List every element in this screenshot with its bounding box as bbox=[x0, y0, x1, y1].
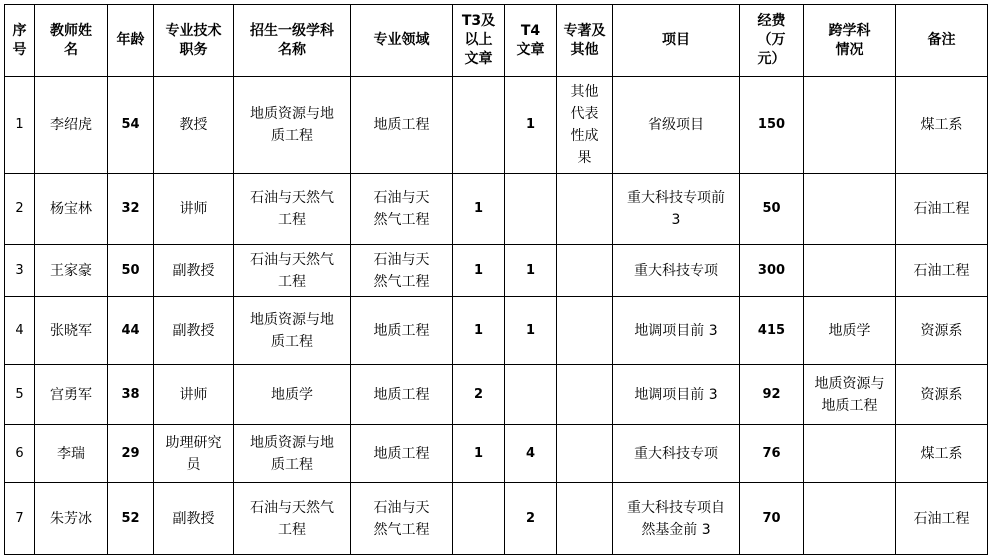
cross-discipline bbox=[804, 174, 896, 245]
discipline: 石油与天然气工程 bbox=[234, 174, 351, 245]
age: 44 bbox=[108, 297, 154, 365]
t4-articles: 1 bbox=[505, 297, 557, 365]
field: 地质工程 bbox=[351, 365, 453, 425]
project: 重大科技专项前 3 bbox=[613, 174, 740, 245]
field: 地质工程 bbox=[351, 77, 453, 174]
teacher-name: 朱芳冰 bbox=[35, 483, 108, 555]
funding: 50 bbox=[740, 174, 804, 245]
age: 50 bbox=[108, 245, 154, 297]
discipline: 地质资源与地质工程 bbox=[234, 297, 351, 365]
table-row bbox=[5, 77, 988, 174]
table-row bbox=[5, 174, 988, 245]
header-cell: 教师姓名 bbox=[35, 5, 108, 77]
teacher-name: 李瑞 bbox=[35, 425, 108, 483]
table-row bbox=[5, 483, 988, 555]
t3-articles: 1 bbox=[453, 425, 505, 483]
job-title: 副教授 bbox=[154, 245, 234, 297]
discipline: 地质学 bbox=[234, 365, 351, 425]
teacher-name: 王家豪 bbox=[35, 245, 108, 297]
age: 32 bbox=[108, 174, 154, 245]
note: 煤工系 bbox=[896, 77, 988, 174]
row-number: 7 bbox=[5, 483, 35, 555]
note: 资源系 bbox=[896, 365, 988, 425]
project: 重大科技专项 bbox=[613, 245, 740, 297]
t3-articles: 1 bbox=[453, 297, 505, 365]
t3-articles bbox=[453, 77, 505, 174]
header-cell: 项目 bbox=[613, 5, 740, 77]
note: 资源系 bbox=[896, 297, 988, 365]
funding: 150 bbox=[740, 77, 804, 174]
funding: 92 bbox=[740, 365, 804, 425]
cross-discipline: 地质学 bbox=[804, 297, 896, 365]
table-row bbox=[5, 365, 988, 425]
discipline: 地质资源与地质工程 bbox=[234, 425, 351, 483]
project: 地调项目前 3 bbox=[613, 365, 740, 425]
header-cell: 专业技术职务 bbox=[154, 5, 234, 77]
cross-discipline: 地质资源与地质工程 bbox=[804, 365, 896, 425]
age: 54 bbox=[108, 77, 154, 174]
project: 地调项目前 3 bbox=[613, 297, 740, 365]
job-title: 助理研究员 bbox=[154, 425, 234, 483]
t4-articles bbox=[505, 365, 557, 425]
t3-articles: 1 bbox=[453, 174, 505, 245]
header-cell: T3及以上文章 bbox=[453, 5, 505, 77]
cross-discipline bbox=[804, 77, 896, 174]
faculty-table bbox=[4, 4, 988, 555]
monograph-other bbox=[557, 174, 613, 245]
note: 石油工程 bbox=[896, 174, 988, 245]
row-number: 2 bbox=[5, 174, 35, 245]
t3-articles bbox=[453, 483, 505, 555]
job-title: 讲师 bbox=[154, 365, 234, 425]
age: 52 bbox=[108, 483, 154, 555]
project: 省级项目 bbox=[613, 77, 740, 174]
monograph-other bbox=[557, 365, 613, 425]
cross-discipline bbox=[804, 245, 896, 297]
header-cell: T4文章 bbox=[505, 5, 557, 77]
header-cell: 备注 bbox=[896, 5, 988, 77]
field: 石油与天然气工程 bbox=[351, 174, 453, 245]
header-cell: 年龄 bbox=[108, 5, 154, 77]
table-row bbox=[5, 297, 988, 365]
age: 38 bbox=[108, 365, 154, 425]
cross-discipline bbox=[804, 425, 896, 483]
header-cell: 序号 bbox=[5, 5, 35, 77]
job-title: 教授 bbox=[154, 77, 234, 174]
funding: 300 bbox=[740, 245, 804, 297]
teacher-name: 宫勇军 bbox=[35, 365, 108, 425]
t3-articles: 2 bbox=[453, 365, 505, 425]
discipline: 地质资源与地质工程 bbox=[234, 77, 351, 174]
header-cell: 经费（万元） bbox=[740, 5, 804, 77]
header-cell: 招生一级学科名称 bbox=[234, 5, 351, 77]
t4-articles: 1 bbox=[505, 77, 557, 174]
header-cell: 专业领域 bbox=[351, 5, 453, 77]
monograph-other bbox=[557, 297, 613, 365]
note: 煤工系 bbox=[896, 425, 988, 483]
note: 石油工程 bbox=[896, 483, 988, 555]
t4-articles bbox=[505, 174, 557, 245]
table-row bbox=[5, 245, 988, 297]
field: 石油与天然气工程 bbox=[351, 483, 453, 555]
funding: 70 bbox=[740, 483, 804, 555]
row-number: 3 bbox=[5, 245, 35, 297]
t4-articles: 2 bbox=[505, 483, 557, 555]
cross-discipline bbox=[804, 483, 896, 555]
discipline: 石油与天然气工程 bbox=[234, 483, 351, 555]
row-number: 1 bbox=[5, 77, 35, 174]
header-row bbox=[5, 5, 988, 77]
field: 地质工程 bbox=[351, 425, 453, 483]
discipline: 石油与天然气工程 bbox=[234, 245, 351, 297]
field: 石油与天然气工程 bbox=[351, 245, 453, 297]
job-title: 副教授 bbox=[154, 297, 234, 365]
teacher-name: 张晓军 bbox=[35, 297, 108, 365]
job-title: 副教授 bbox=[154, 483, 234, 555]
funding: 76 bbox=[740, 425, 804, 483]
teacher-name: 李绍虎 bbox=[35, 77, 108, 174]
project: 重大科技专项自然基金前 3 bbox=[613, 483, 740, 555]
row-number: 4 bbox=[5, 297, 35, 365]
project: 重大科技专项 bbox=[613, 425, 740, 483]
funding: 415 bbox=[740, 297, 804, 365]
age: 29 bbox=[108, 425, 154, 483]
field: 地质工程 bbox=[351, 297, 453, 365]
monograph-other: 其他代表性成果 bbox=[557, 77, 613, 174]
t3-articles: 1 bbox=[453, 245, 505, 297]
note: 石油工程 bbox=[896, 245, 988, 297]
monograph-other bbox=[557, 245, 613, 297]
t4-articles: 1 bbox=[505, 245, 557, 297]
header-cell: 跨学科情况 bbox=[804, 5, 896, 77]
job-title: 讲师 bbox=[154, 174, 234, 245]
teacher-name: 杨宝林 bbox=[35, 174, 108, 245]
monograph-other bbox=[557, 425, 613, 483]
table-row bbox=[5, 425, 988, 483]
t4-articles: 4 bbox=[505, 425, 557, 483]
header-cell: 专著及其他 bbox=[557, 5, 613, 77]
monograph-other bbox=[557, 483, 613, 555]
row-number: 5 bbox=[5, 365, 35, 425]
row-number: 6 bbox=[5, 425, 35, 483]
